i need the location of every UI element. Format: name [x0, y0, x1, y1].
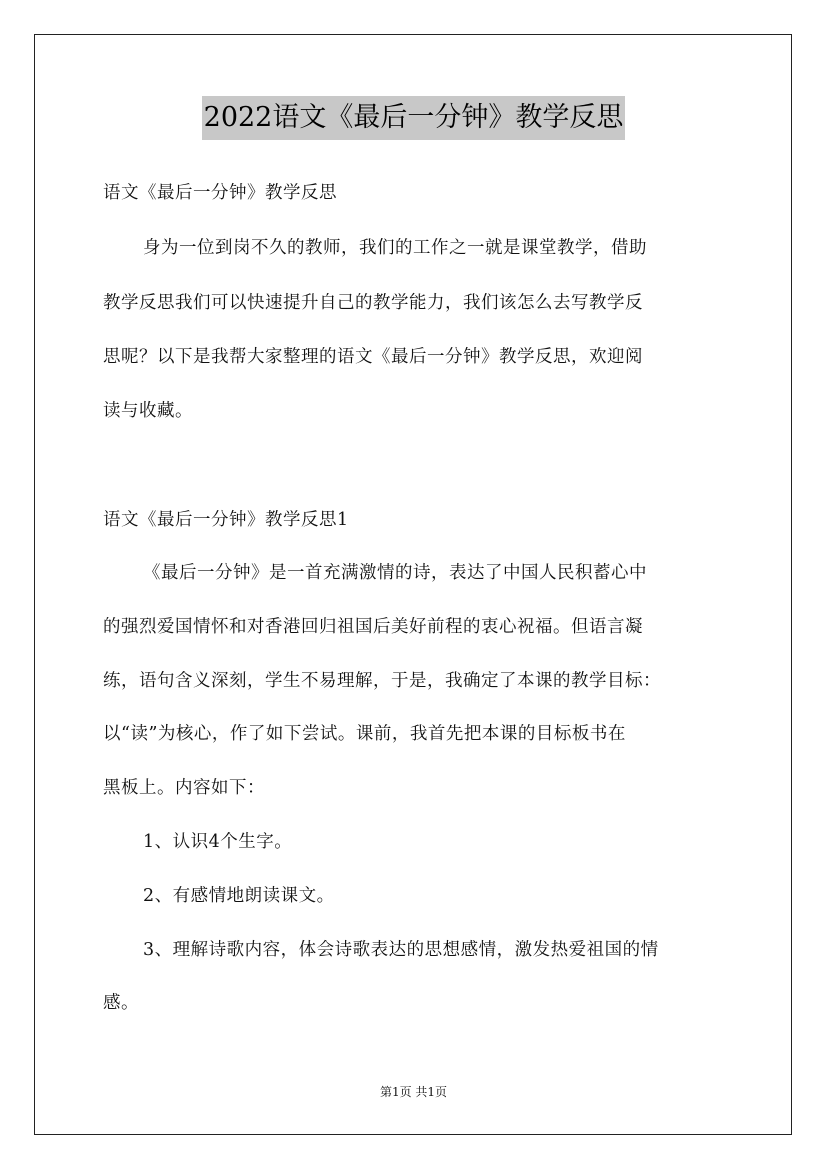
section-line: 的强烈爱国情怀和对香港回归祖国后美好前程的衷心祝福。但语言凝 [103, 617, 643, 637]
title-container [0, 96, 827, 140]
section-heading: 语文《最后一分钟》教学反思1 [103, 510, 349, 530]
goal-item: 3、理解诗歌内容，体会诗歌表达的思想感情，激发热爱祖国的情 [143, 940, 659, 960]
goal-item: 2、有感情地朗读课文。 [143, 886, 335, 906]
intro-line: 身为一位到岗不久的教师，我们的工作之一就是课堂教学，借助 [143, 238, 647, 258]
goal-continuation: 感。 [103, 993, 139, 1013]
section-line: 《最后一分钟》是一首充满激情的诗，表达了中国人民积蓄心中 [143, 563, 647, 583]
document-subtitle: 语文《最后一分钟》教学反思 [103, 183, 337, 203]
document-title: 2022语文《最后一分钟》教学反思 [202, 96, 626, 140]
section-line: 练，语句含义深刻，学生不易理解，于是，我确定了本课的教学目标： [103, 671, 661, 691]
section-line: 黑板上。内容如下： [103, 778, 265, 798]
intro-line: 思呢？以下是我帮大家整理的语文《最后一分钟》教学反思，欢迎阅 [103, 347, 643, 367]
section-line: 以“读”为核心，作了如下尝试。课前，我首先把本课的目标板书在 [103, 724, 626, 744]
goal-item: 1、认识4个生字。 [143, 832, 293, 852]
intro-line: 读与收藏。 [103, 401, 193, 421]
page-footer: 第1页 共1页 [379, 1085, 448, 1099]
intro-line: 教学反思我们可以快速提升自己的教学能力，我们该怎么去写教学反 [103, 293, 643, 313]
